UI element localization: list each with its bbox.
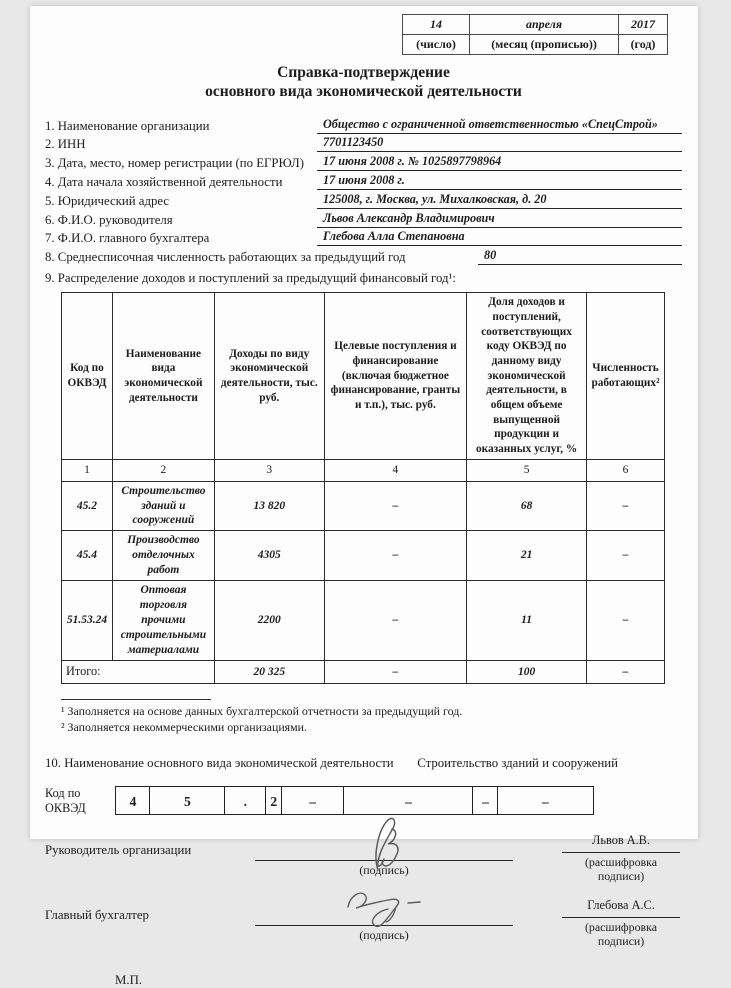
field-label: 1. Наименование организации	[45, 118, 210, 133]
field-label: 6. Ф.И.О. руководителя	[45, 212, 173, 227]
document-page	[30, 6, 698, 987]
field-staff-count	[45, 246, 682, 265]
cell-share: 68	[467, 481, 587, 531]
cell-activity-name: Оптовая торговля прочими строительными материалами	[112, 581, 214, 661]
signature-name: Львов А.В.	[562, 833, 680, 853]
field-value: 7701123450	[317, 135, 682, 152]
col-header-staff: Численность работающих²	[586, 293, 664, 459]
signature-role-label: Главный бухгалтер	[45, 907, 149, 922]
table-total-row	[62, 660, 665, 683]
field-value: Общество с ограниченной ответственностью «СпецСтрой»	[317, 117, 682, 134]
field-main-activity	[45, 756, 682, 771]
title-line-1: Справка-подтверждение	[277, 64, 450, 81]
date-day-label: (число)	[403, 35, 470, 55]
field-registration	[45, 152, 682, 171]
field-value: 125008, г. Москва, ул. Михалковская, д. 20	[317, 192, 682, 209]
signature-line	[255, 833, 513, 861]
okved-code-cell: –	[343, 786, 474, 815]
col-number: 6	[586, 459, 664, 481]
table-row	[62, 581, 665, 661]
footnote-1: ¹ Заполняется на основе данных бухгалтерской отчетности за предыдущий год.	[61, 703, 463, 718]
cell-staff: –	[586, 531, 664, 581]
field-value: Строительство зданий и сооружений	[417, 756, 618, 771]
field-legal-address	[45, 190, 682, 209]
field-label: 8. Среднесписочная численность работающих за предыдущий год	[45, 250, 406, 265]
okved-code-cell: 5	[149, 786, 225, 815]
signature-caption: (подпись)	[359, 927, 409, 942]
signature-area	[255, 833, 513, 884]
okved-code-cell: .	[224, 786, 267, 815]
col-header-activity-name: Наименование вида экономической деятельности	[112, 293, 214, 459]
cell-okved-code: 45.4	[62, 531, 113, 581]
signature-decode-label: (расшифровка подписи)	[584, 854, 658, 884]
field-accountant-name	[45, 228, 682, 247]
document-title	[45, 64, 682, 102]
col-number: 2	[112, 459, 214, 481]
signature-name-block	[562, 898, 680, 949]
table-row	[62, 481, 665, 531]
date-year: 2017	[619, 15, 668, 35]
field-inn	[45, 134, 682, 153]
field-label: 7. Ф.И.О. главного бухгалтера	[45, 231, 210, 246]
cell-okved-code: 45.2	[62, 481, 113, 531]
field-label: 4. Дата начала хозяйственной деятельности	[45, 175, 283, 189]
director-signature-scribble	[348, 816, 420, 874]
col-number: 5	[467, 459, 587, 481]
signature-name-block	[562, 833, 680, 884]
signature-name: Глебова А.С.	[562, 898, 680, 918]
signature-area	[255, 898, 513, 949]
cell-staff: –	[586, 581, 664, 661]
cell-activity-name: Строительство зданий и сооружений	[112, 481, 214, 531]
cell-income: 2200	[214, 581, 324, 661]
signature-decode-label: (расшифровка подписи)	[584, 919, 658, 949]
cell-share: 11	[467, 581, 587, 661]
okved-code-cell: –	[281, 786, 345, 815]
title-line-2: основного вида экономической деятельности	[205, 82, 522, 100]
date-month: апреля	[470, 15, 619, 35]
cell-share: 21	[467, 531, 587, 581]
total-target-funds: –	[324, 660, 467, 683]
okved-code-cell: 2	[265, 786, 282, 815]
cell-target-funds: –	[324, 481, 467, 531]
okved-code-cell: –	[497, 786, 594, 815]
col-number: 4	[324, 459, 467, 481]
total-label: Итого:	[62, 660, 215, 683]
okved-code-label: Код по ОКВЭД	[45, 786, 86, 815]
accountant-signature-scribble	[334, 887, 434, 939]
column-number-row	[62, 459, 665, 481]
cell-activity-name: Производство отделочных работ	[112, 531, 214, 581]
cell-income: 13 820	[214, 481, 324, 531]
field-value: 17 июня 2008 г. № 1025897798964	[317, 154, 682, 171]
date-month-label: (месяц (прописью))	[470, 35, 619, 55]
field-value: 80	[478, 248, 682, 265]
signature-caption: (подпись)	[359, 862, 409, 877]
field-label: 3. Дата, место, номер регистрации (по ЕГРЮЛ)	[45, 156, 304, 171]
total-income: 20 325	[214, 660, 324, 683]
date-stamp-table	[402, 14, 668, 55]
field-org-name	[45, 115, 682, 134]
table-row	[62, 531, 665, 581]
footnote-divider	[61, 699, 211, 700]
stamp-place-mark: М.П.	[115, 972, 143, 987]
table-header-row	[62, 293, 665, 459]
col-header-income: Доходы по виду экономической деятельности, тыс. руб.	[214, 293, 324, 459]
date-day: 14	[403, 15, 470, 35]
total-share: 100	[467, 660, 587, 683]
field-value: 17 июня 2008 г.	[317, 173, 682, 190]
cell-target-funds: –	[324, 581, 467, 661]
cell-okved-code: 51.53.24	[62, 581, 113, 661]
field-label: 2. ИНН	[45, 137, 86, 152]
signature-line	[255, 898, 513, 926]
okved-code-row	[45, 786, 682, 816]
cell-target-funds: –	[324, 531, 467, 581]
col-number: 1	[62, 459, 113, 481]
okved-code-cells	[115, 786, 594, 815]
signature-row-director	[45, 833, 682, 884]
section9-heading: 9. Распределение доходов и поступлений за предыдущий финансовый год¹:	[45, 271, 456, 286]
col-header-target-funds: Целевые поступления и финансирование (включая бюджетное финансирование, гранты и т.п.), тыс. руб.	[324, 293, 467, 459]
col-header-okved-code: Код по ОКВЭД	[62, 293, 113, 459]
col-header-share: Доля доходов и поступлений, соответствующих коду ОКВЭД по данному виду экономической деятельности, в общем объеме выпущенной продукции и оказанных услуг, %	[467, 293, 587, 459]
signature-role-label: Руководитель организации	[45, 842, 192, 857]
income-distribution-table	[61, 292, 665, 684]
total-staff: –	[586, 660, 664, 683]
field-label: 5. Юридический адрес	[45, 193, 170, 208]
footnote-2: ² Заполняется некоммерческими организациями.	[61, 719, 308, 734]
field-activity-start	[45, 171, 682, 190]
okved-code-cell: 4	[115, 786, 151, 815]
cell-staff: –	[586, 481, 664, 531]
field-director-name	[45, 209, 682, 228]
field-value: Львов Александр Владимирович	[317, 211, 682, 228]
okved-code-cell: –	[472, 786, 498, 815]
signature-row-accountant	[45, 898, 682, 949]
fields-section	[45, 115, 682, 265]
field-value: Глебова Алла Степановна	[317, 229, 682, 246]
col-number: 3	[214, 459, 324, 481]
cell-income: 4305	[214, 531, 324, 581]
field-label: 10. Наименование основного вида экономической деятельности	[45, 756, 394, 771]
date-year-label: (год)	[619, 35, 668, 55]
